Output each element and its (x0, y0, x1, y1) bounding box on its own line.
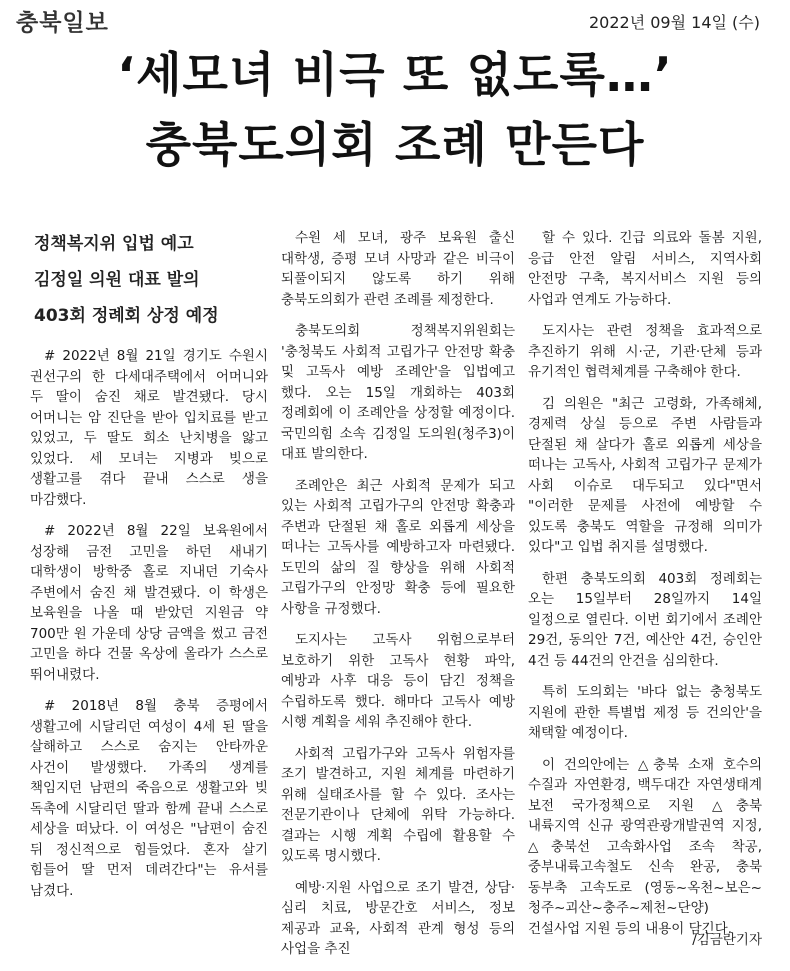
article-paragraph: 이 건의안에는 △충북 소재 호수의 수질과 자연환경, 백두대간 자연생태계 보전 국가정책으로 지원 △충북 내륙지역 신규 광역관광개발권역 지정, △충북선 고속화사업 조속 착공, 중부내륙고속철도 신속 완공, 충북 동부축 고속도로 (영동~옥천~보은~청주~괴산~충주~제천~단양) 건설사업 지원 등의 내용이 담긴다. (528, 756, 762, 937)
article-paragraph: # 2022년 8월 21일 경기도 수원시 권선구의 한 다세대주택에서 어머니와 두 딸이 숨진 채로 발견됐다. 당시 어머니는 암 진단을 받아 입치료를 받고 있었고, 두 딸도 희소 난치병을 앓고 있었다. 세 모녀는 지병과 빚으로 생활고를 겪다 끝내 스스로 생을 마감했다. (30, 348, 268, 508)
article-paragraph: 한편 충북도의회 403회 정례회는 오는 15일부터 28일까지 14일 일정으로 열린다. 이번 회기에서 조례안 29건, 동의안 7건, 예산안 4건, 승인안 4건 등 44건의 안건을 심의한다. (528, 570, 762, 669)
article-paragraph: 도지사는 고독사 위험으로부터 보호하기 위한 고독사 현황 파악, 예방과 사후 대응 등이 담긴 정책을 수립하도록 했다. 해마다 고독사 예방 시행 계획을 세워 추진해야 한다. (281, 632, 515, 730)
article-paragraph: 특히 도의회는 '바다 없는 충청북도 지원에 관한 특별법 제정 등 건의안'을 채택할 예정이다. (528, 684, 762, 741)
article-column-2 (281, 228, 515, 971)
article-paragraph: 충북도의회 정책복지위원회는 '충청북도 사회적 고립가구 안전망 확충 및 고독사 예방 조례안'을 입법예고 했다. 오는 15일 개회하는 403회 정례회에 이 조례안을 상정할 예정이다. 국민의힘 소속 김정일 도의원(청주3)이 대표 발의한다. (281, 323, 515, 462)
headline-line-1: ‘세모녀 비극 또 없도록…’ (117, 48, 673, 103)
reporter-byline: /김금란기자 (692, 932, 762, 948)
article-paragraph: 김 의원은 "최근 고령화, 가족해체, 경제력 상실 등으로 주변 사람들과 단절된 채 살다가 홀로 외롭게 세상을 떠나는 고독사, 사회적 고립가구 문제가 사회 이슈로 대두되고 있다"면서 "이러한 문제를 사전에 예방할 수 있도록 충북도 역할을 규정해 의미가 있다"고 입법 취지를 설명했다. (528, 395, 762, 555)
newspaper-masthead: 충북일보 (16, 10, 109, 36)
article-paragraph: 예방·지원 사업으로 조기 발견, 상담·심리 치료, 방문간호 서비스, 정보 제공과 교육, 사회적 관계 형성 등의 사업을 추진 (281, 879, 515, 957)
subheadline: 김정일 의원 대표 발의 (34, 270, 200, 290)
article-paragraph: 도지사는 관련 정책을 효과적으로 추진하기 위해 시·군, 기관·단체 등과 유기적인 협력체계를 구축해야 한다. (528, 323, 762, 380)
article-column-1 (30, 346, 268, 912)
article-column-3 (528, 228, 762, 962)
article-paragraph: 사회적 고립가구와 고독사 위험자를 조기 발견하고, 지원 체계를 마련하기 위해 실태조사를 할 수 있다. 조사는 전문기관이나 단체에 위탁 가능하다. 결과는 시행 계획 수립에 활용할 수 있도록 명시했다. (281, 745, 515, 864)
article-paragraph: 수원 세 모녀, 광주 보육원 출신 대학생, 증평 모녀 사망과 같은 비극이 되풀이되지 않도록 하기 위해 충북도의회가 관련 조례를 제정한다. (281, 230, 515, 308)
publication-date: 2022년 09월 14일 (수) (588, 13, 760, 32)
subheadline: 정책복지위 입법 예고 (34, 234, 194, 254)
headline-line-2: 충북도의회 조례 만든다 (145, 118, 645, 173)
subheadlines (34, 226, 264, 334)
subheadline: 403회 정례회 상정 예정 (34, 306, 219, 326)
article-paragraph: # 2018년 8월 충북 증평에서 생활고에 시달리던 여성이 4세 된 딸을 살해하고 스스로 숨지는 안타까운 사건이 발생했다. 가족의 생계를 책임지던 남편의 죽음으로 생활고와 빚 독촉에 시달리던 딸과 함께 끝내 스스로 세상을 떠났다. 이 여성은 "남편이 숨진 뒤 정신적으로 힘들었다. 혼자 살기 힘들어 딸 먼저 데려간다"는 유서를 남겼다. (30, 698, 268, 899)
article-paragraph: 할 수 있다. 긴급 의료와 돌봄 지원, 응급 안전 알림 서비스, 지역사회 안전망 구축, 복지서비스 지원 등의 사업과 연계도 가능하다. (528, 230, 762, 308)
article-paragraph: 조례안은 최근 사회적 문제가 되고 있는 사회적 고립가구의 안전망 확충과 주변과 단절된 채 홀로 외롭게 세상을 떠나는 고독사를 예방하고자 마련됐다. 도민의 삶의 질 향상을 위해 사회적 고립가구의 안정망 확충 등에 필요한 사항을 규정했다. (281, 477, 515, 617)
article-paragraph: # 2022년 8월 22일 보육원에서 성장해 금전 고민을 하던 새내기 대학생이 방학중 홀로 지내던 기숙사 주변에서 숨진 채 발견됐다. 이 학생은 보육원을 나올 때 받았던 지원금 약 700만 원 가운데 상당 금액을 썼고 금전 고민을 하다 건물 옥상에 올라가 스스로 뛰어내렸다. (30, 523, 268, 683)
